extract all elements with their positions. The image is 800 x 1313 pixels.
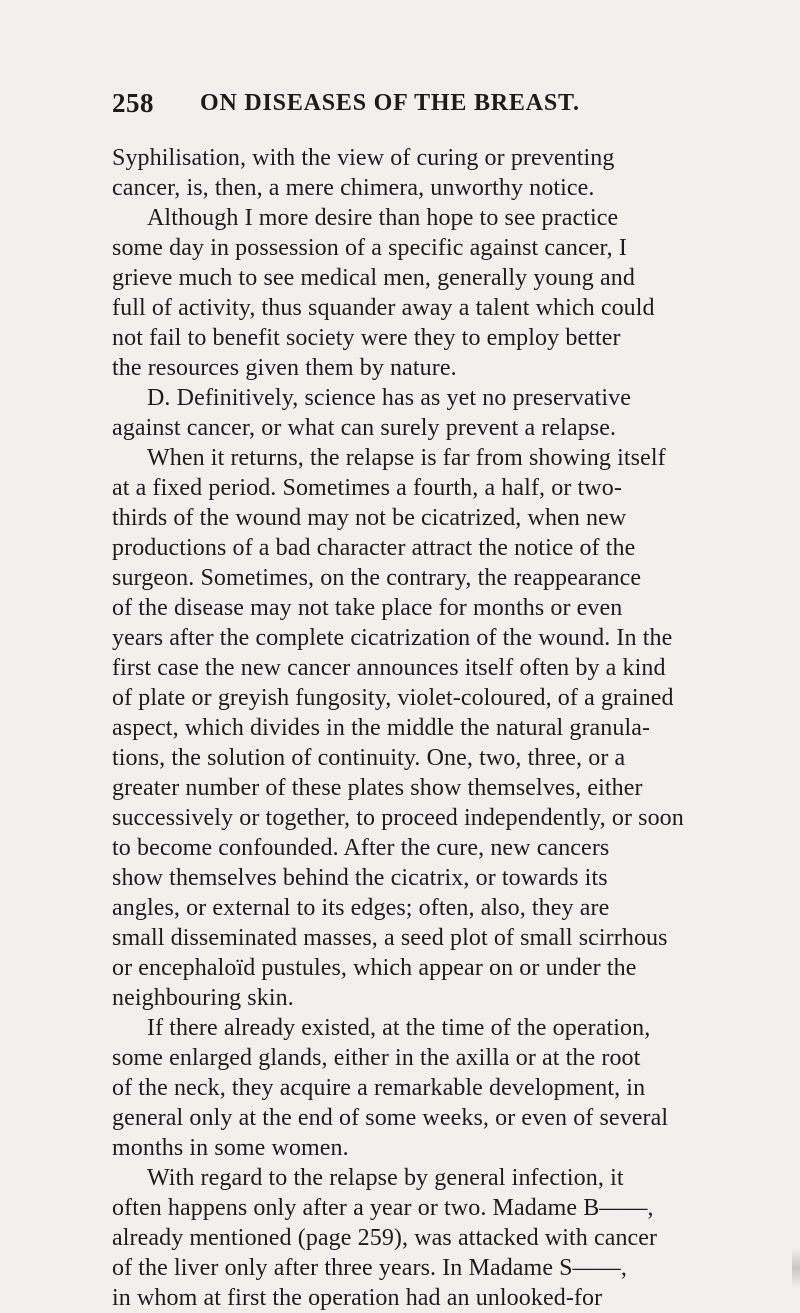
text-line: greater number of these plates show themselves, either [112,775,643,801]
text-line: at a fixed period. Sometimes a fourth, a half, or two- [112,475,622,501]
text-line: Although I more desire than hope to see practice [147,205,619,231]
text-line: general only at the end of some weeks, or even of several [112,1105,669,1131]
text-line: some day in possession of a specific against cancer, I [112,235,627,261]
text-line: D. Definitively, science has as yet no preservative [147,385,632,411]
page-number: 258 [112,88,154,118]
text-line: angles, or external to its edges; often, also, they are [112,895,610,921]
text-line: years after the complete cicatrization of the wound. In the [112,625,673,651]
text-line: of the liver only after three years. In Madame S——, [112,1255,627,1281]
text-line: small disseminated masses, a seed plot of small scirrhous [112,925,668,951]
text-line: the resources given them by nature. [112,355,457,381]
text-line: productions of a bad character attract the notice of the [112,535,636,561]
text-line: some enlarged glands, either in the axilla or at the root [112,1045,641,1071]
text-line: full of activity, thus squander away a talent which could [112,295,655,321]
text-line: With regard to the relapse by general infection, it [147,1165,624,1191]
text-line: of the disease may not take place for months or even [112,595,623,621]
text-line: of plate or greyish fungosity, violet-coloured, of a grained [112,685,674,711]
text-line: thirds of the wound may not be cicatrized, when new [112,505,627,531]
text-line: months in some women. [112,1135,349,1161]
text-line: neighbouring skin. [112,985,294,1011]
text-line: already mentioned (page 259), was attacked with cancer [112,1225,658,1251]
page-edge-shadow [792,1248,800,1288]
text-line: When it returns, the relapse is far from showing itself [147,445,666,471]
text-line: Syphilisation, with the view of curing or preventing [112,145,615,171]
text-line: surgeon. Sometimes, on the contrary, the reappearance [112,565,642,591]
text-line: of the neck, they acquire a remarkable development, in [112,1075,646,1101]
text-line: successively or together, to proceed independently, or soon [112,805,684,831]
text-line: or encephaloïd pustules, which appear on or under the [112,955,637,981]
page-header [112,88,664,124]
text-line: first case the new cancer announces itself often by a kind [112,655,666,681]
text-line: If there already existed, at the time of the operation, [147,1015,651,1041]
text-line: grieve much to see medical men, generally young and [112,265,635,291]
text-line: cancer, is, then, a mere chimera, unworthy notice. [112,175,595,201]
text-line: against cancer, or what can surely prevent a relapse. [112,415,617,441]
text-line: in whom at first the operation had an unlooked-for [112,1285,603,1311]
text-line: tions, the solution of continuity. One, two, three, or a [112,745,626,771]
text-line: aspect, which divides in the middle the natural granula- [112,715,651,741]
text-line: often happens only after a year or two. Madame B——, [112,1195,654,1221]
text-line: not fail to benefit society were they to employ better [112,325,621,351]
running-head: ON DISEASES OF THE BREAST. [200,90,580,116]
text-line: show themselves behind the cicatrix, or towards its [112,865,608,891]
text-line: to become confounded. After the cure, new cancers [112,835,610,861]
